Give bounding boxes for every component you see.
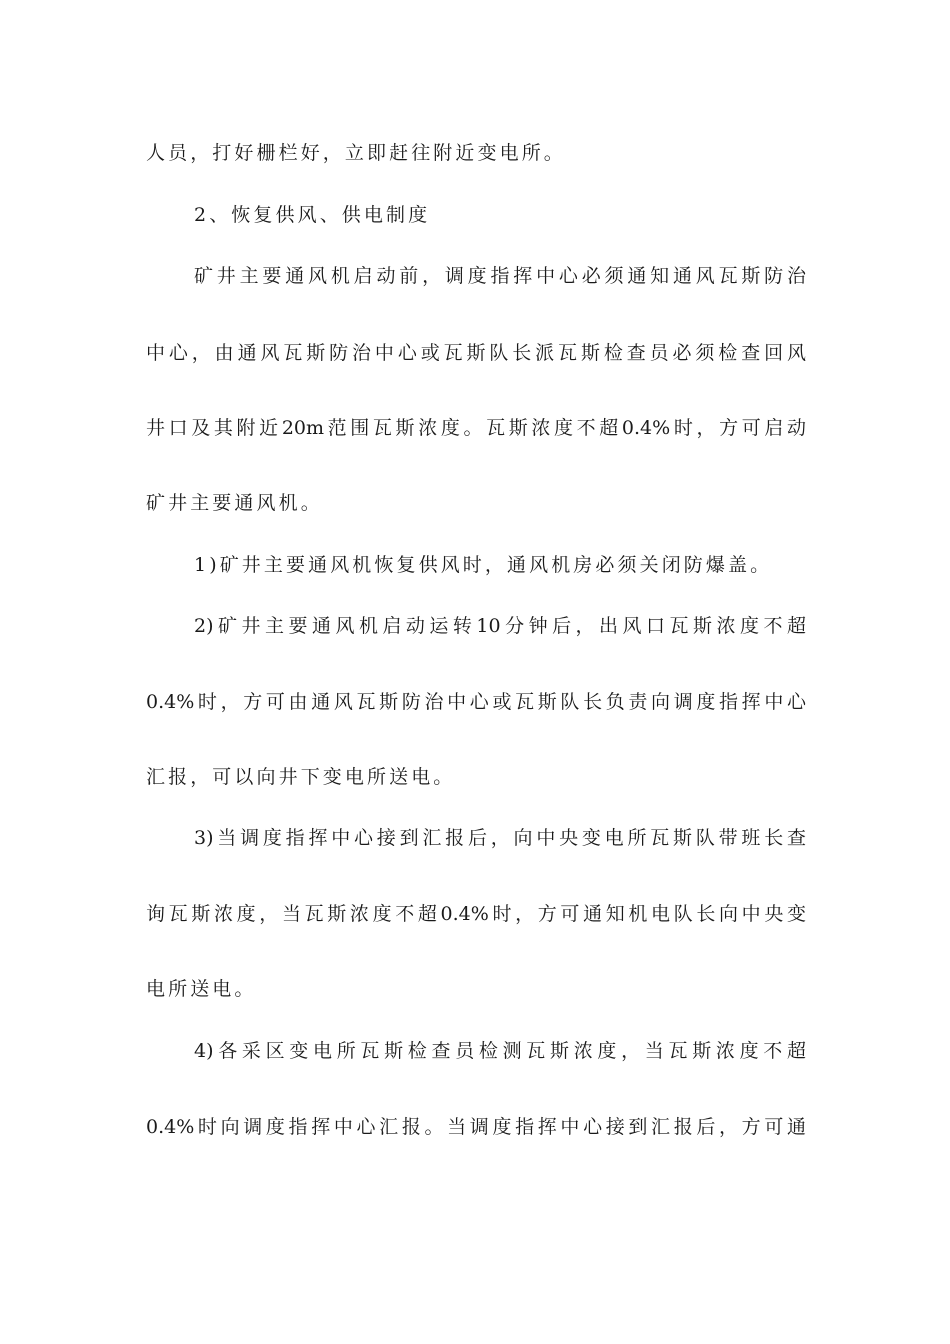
list-item-2: 2)矿井主要通风机启动运转10分钟后，出风口瓦斯浓度不超 bbox=[194, 615, 806, 637]
list-item-1: 1)矿井主要通风机恢复供风时，通风机房必须关闭防爆盖。 bbox=[194, 554, 773, 576]
paragraph-line: 矿井主要通风机。 bbox=[146, 492, 323, 514]
paragraph-line: 0.4%时向调度指挥中心汇报。当调度指挥中心接到汇报后，方可通 bbox=[146, 1116, 806, 1138]
paragraph-line: 电所送电。 bbox=[146, 978, 257, 1000]
paragraph-line: 人员，打好栅栏好，立即赶往附近变电所。 bbox=[146, 142, 566, 164]
list-item-4: 4)各采区变电所瓦斯检查员检测瓦斯浓度，当瓦斯浓度不超 bbox=[194, 1040, 806, 1062]
paragraph-line: 0.4%时，方可由通风瓦斯防治中心或瓦斯队长负责向调度指挥中心 bbox=[146, 691, 806, 713]
section-heading: 2、恢复供风、供电制度 bbox=[194, 204, 431, 226]
paragraph-line: 井口及其附近20m范围瓦斯浓度。瓦斯浓度不超0.4%时，方可启动 bbox=[146, 417, 806, 439]
paragraph-line: 中心，由通风瓦斯防治中心或瓦斯队长派瓦斯检查员必须检查回风 bbox=[146, 342, 806, 364]
list-item-3: 3)当调度指挥中心接到汇报后，向中央变电所瓦斯队带班长查 bbox=[194, 827, 806, 849]
paragraph-line: 汇报，可以向井下变电所送电。 bbox=[146, 766, 456, 788]
paragraph-line: 矿井主要通风机启动前，调度指挥中心必须通知通风瓦斯防治 bbox=[194, 265, 806, 287]
paragraph-line: 询瓦斯浓度，当瓦斯浓度不超0.4%时，方可通知机电队长向中央变 bbox=[146, 903, 806, 925]
